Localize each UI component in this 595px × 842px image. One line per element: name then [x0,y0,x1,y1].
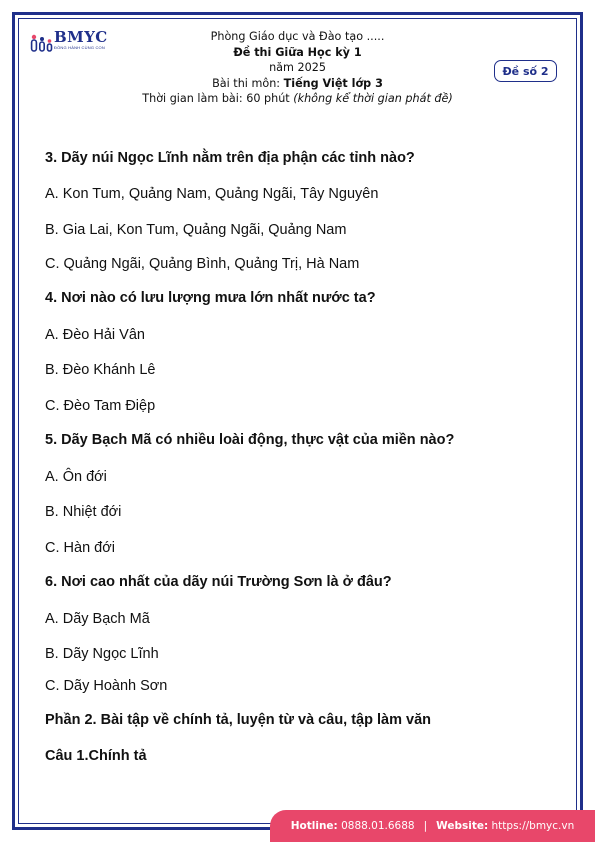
answer-4a: A. Đèo Hải Vân [45,327,145,343]
answer-4c: C. Đèo Tam Điệp [45,398,156,414]
subject-prefix: Bài thi môn: [212,76,284,90]
subject-line [100,76,495,92]
exam-year: năm 2025 [269,61,326,75]
hotline-label: Hotline: [290,820,338,832]
time-line [100,91,495,107]
question-3: 3. Dãy núi Ngọc Lĩnh nằm trên địa phận các tỉnh nào? [45,150,415,166]
subject-name: Tiếng Việt lớp 3 [283,76,383,90]
department-line: Phòng Giáo dục và Đào tạo ..... [210,30,385,43]
website-label: Website: [436,820,489,832]
question-5: 5. Dãy Bạch Mã có nhiều loài động, thực vật của miền nào? [45,432,455,448]
answer-5c: C. Hàn đới [45,540,115,556]
question-1-heading: Câu 1.Chính tả [45,748,147,764]
answer-5a: A. Ôn đới [45,469,107,485]
hotline-number[interactable]: 0888.01.6688 [341,820,415,832]
answer-3b: B. Gia Lai, Kon Tum, Quảng Ngãi, Quảng Nam [45,222,347,238]
question-4: 4. Nơi nào có lưu lượng mưa lớn nhất nước ta? [45,290,376,306]
exam-number-badge: Đề số 2 [494,60,557,82]
exam-header [100,29,495,107]
website-link[interactable]: https://bmyc.vn [491,820,575,832]
bmyc-logo [30,28,110,54]
answer-6c: C. Dãy Hoành Sơn [45,678,168,694]
answer-6b: B. Dãy Ngọc Lĩnh [45,646,159,662]
time-note: (không kể thời gian phát đề) [293,92,453,106]
contact-footer [270,810,595,842]
answer-3a: A. Kon Tum, Quảng Nam, Quảng Ngãi, Tây Nguyên [45,186,379,202]
time-prefix: Thời gian làm bài: 60 phút [142,92,294,106]
page-border-inner [18,18,577,824]
answer-5b: B. Nhiệt đới [45,504,122,520]
family-figures-icon [30,30,54,54]
part-2-heading: Phần 2. Bài tập về chính tả, luyện từ và câu, tập làm văn [45,712,432,728]
answer-3c: C. Quảng Ngãi, Quảng Bình, Quảng Trị, Hà Nam [45,256,360,272]
answer-4b: B. Đèo Khánh Lê [45,362,156,378]
logo-tagline: ĐỒNG HÀNH CÙNG CON [54,45,105,50]
question-6: 6. Nơi cao nhất của dãy núi Trường Sơn là ở đâu? [45,574,392,590]
exam-title: Đề thi Giữa Học kỳ 1 [233,45,362,59]
answer-6a: A. Dãy Bạch Mã [45,611,150,627]
footer-separator: | [423,820,428,832]
logo-name: BMYC [54,28,108,46]
